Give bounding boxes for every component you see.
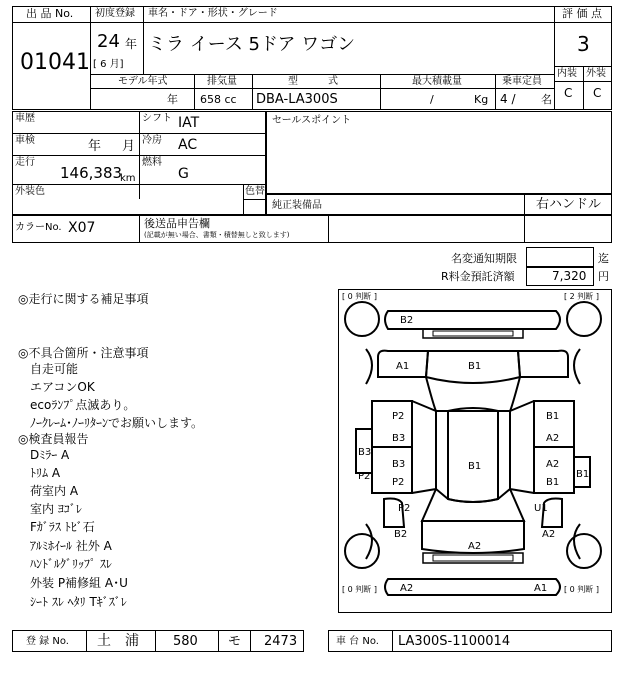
inspector-line: ﾄﾘﾑ A (30, 466, 61, 480)
sales-point-label: セールスポイント (272, 115, 352, 126)
displacement-label: 排気量 (207, 76, 237, 87)
reg-class: 580 (173, 634, 198, 649)
displacement-value: 658 cc (200, 93, 237, 106)
inspector-line: Fｶﾞﾗｽ ﾄﾋﾞ石 (30, 520, 95, 534)
mark-rear-bumper: B2 (400, 315, 414, 326)
grade-value: 3 (577, 32, 590, 56)
mark-left-quarter: B3 (358, 447, 372, 458)
mark-front-bumper-right: A1 (534, 583, 548, 594)
mark-left-rear-door: P2 (392, 411, 405, 422)
type-value: DBA-LA300S (256, 92, 338, 107)
docs-note: (記載が無い場合、書類・積替無しと致します) (144, 231, 290, 239)
inspector-line: 外装 P補修組 A･U (30, 576, 128, 590)
mark-hood: A2 (468, 541, 482, 552)
inspector-line: Dﾐﾗｰ A (30, 448, 70, 462)
docs-label: 後送品申告欄 (144, 217, 210, 230)
mark-right-side: B1 (576, 469, 590, 480)
defect-line: ﾉｰｸﾚｰﾑ･ﾉｰﾘﾀｰﾝでお願いします。 (30, 416, 204, 430)
car-damage-diagram (338, 289, 612, 613)
exterior-grade: C (593, 86, 602, 100)
color-no-value: X07 (68, 220, 96, 236)
year-unit: 年 (125, 37, 138, 51)
color-row (12, 215, 612, 243)
inspector-line: 室内 ﾖｺﾞﾚ (30, 502, 82, 516)
mark-roof-rear-left: A1 (396, 361, 410, 372)
model-year-unit: 年 (167, 93, 178, 106)
name-change-label: 名変通知期限 (451, 252, 517, 265)
inspector-title: ◎検査員報告 (18, 432, 89, 446)
corner-label-top-right: [ 2 判断 ] (564, 292, 599, 301)
shift-label: シフト (142, 113, 172, 124)
mileage-value: 146,383 (60, 164, 123, 182)
max-load-label: 最大積載量 (412, 76, 462, 87)
genuine-label: 純正装備品 (272, 200, 322, 211)
first-reg-year: 24 (97, 31, 120, 52)
mark-right-front-door: A2 (546, 459, 560, 470)
corner-label-bottom-left: [ 0 判断 ] (342, 585, 377, 594)
defect-line: 自走可能 (30, 362, 79, 376)
ext-color-label: 外装色 (15, 186, 45, 197)
mark-left-quarter-2: P2 (358, 471, 371, 482)
mark-right-rear-door: B1 (546, 411, 560, 422)
exterior-label: 外装 (586, 68, 606, 79)
defect-line: ecoﾗﾝﾌﾟ点滅あり。 (30, 398, 136, 412)
wheel-rear-left (345, 302, 379, 336)
wheel-front-left (345, 534, 379, 568)
corner-label-top-left: [ 0 判断 ] (342, 292, 377, 301)
defects-title: ◎不具合箇所・注意事項 (18, 346, 149, 360)
max-load-value: / (430, 93, 434, 106)
recycle-value: 7,320 (552, 269, 587, 283)
capacity-label: 乗車定員 (502, 76, 542, 87)
first-reg-month: [ 6 月] (93, 59, 124, 70)
mark-left-front-fender-2: B2 (394, 529, 408, 540)
car-name: ミラ イース 5ドア ワゴン (148, 34, 356, 55)
recycle-label: R料金預託済額 (441, 270, 515, 283)
color-change-label: 色替 (245, 186, 265, 197)
mark-front-bumper-left: A2 (400, 583, 414, 594)
name-change-unit: 迄 (598, 252, 609, 265)
mark-right-front-fender-2: A2 (542, 529, 556, 540)
mark-left-rear-door-2: B3 (392, 433, 406, 444)
shift-value: IAT (178, 115, 200, 131)
max-load-unit: Kg (474, 93, 489, 106)
mark-right-front-fender: U1 (534, 503, 548, 514)
grade-label: 評 価 点 (562, 7, 602, 20)
defect-line: エアコンOK (30, 380, 95, 394)
ac-label: 冷房 (142, 135, 162, 146)
inspection-year: 年 (88, 139, 102, 154)
reg-number: 2473 (264, 634, 298, 649)
inspector-line: ｱﾙﾐﾎｲｰﾙ 社外 A (30, 539, 112, 553)
lot-number: 01041 (20, 50, 90, 75)
handle-value: 右ハンドル (536, 197, 602, 212)
chassis-label: 車 台 No. (336, 636, 379, 647)
chassis-value: LA300S-1100014 (398, 634, 511, 649)
name-change-box (526, 247, 594, 267)
mark-roof-center: B1 (468, 461, 482, 472)
recycle-unit: 円 (598, 270, 609, 283)
capacity-value: 4 / (500, 92, 516, 106)
inspection-label: 車検 (15, 135, 35, 146)
car-name-label: 車名・ドア・形状・グレード (148, 8, 278, 19)
corner-label-bottom-right: [ 0 判断 ] (564, 585, 599, 594)
supp-title: ◎走行に関する補足事項 (18, 292, 149, 306)
mark-left-front-door-2: P2 (392, 477, 405, 488)
reg-area: 土 浦 (97, 633, 139, 649)
inspection-month: 月 (122, 139, 136, 154)
mark-left-front-door: B3 (392, 459, 406, 470)
history-label: 車歴 (15, 113, 35, 124)
interior-label: 内装 (557, 68, 577, 79)
mileage-label: 走行 (15, 157, 35, 168)
ac-value: AC (178, 137, 198, 153)
lot-label: 出 品 No. (26, 7, 74, 20)
mark-left-front-fender: P2 (398, 503, 411, 514)
fuel-label: 燃料 (142, 157, 162, 168)
first-reg-label: 初度登録 (95, 8, 135, 19)
interior-grade: C (564, 86, 573, 100)
wheel-rear-right (567, 302, 601, 336)
inspector-line: 荷室内 A (30, 484, 79, 498)
windshield (422, 489, 524, 521)
inspector-line: ｼｰﾄ ｽﾚ ﾍﾀﾘ Tｷﾞｽﾞﾚ (30, 595, 127, 609)
mark-right-rear-door-2: A2 (546, 433, 560, 444)
mark-right-front-door-2: B1 (546, 477, 560, 488)
reg-label: 登 録 No. (26, 636, 69, 647)
type-label: 型 式 (288, 76, 338, 87)
inspector-line: ﾊﾝﾄﾞﾙｸﾞﾘｯﾌﾟ ｽﾚ (30, 557, 112, 571)
fuel-value: G (178, 166, 189, 182)
reg-kana: モ (228, 634, 242, 649)
mileage-unit: km (120, 173, 136, 184)
model-year-label: モデル年式 (118, 76, 168, 87)
mark-roof-rear-center: B1 (468, 361, 482, 372)
roof (448, 408, 498, 502)
wheel-front-right (567, 534, 601, 568)
color-no-label: カラーNo. (15, 222, 62, 233)
capacity-unit: 名 (541, 93, 552, 106)
